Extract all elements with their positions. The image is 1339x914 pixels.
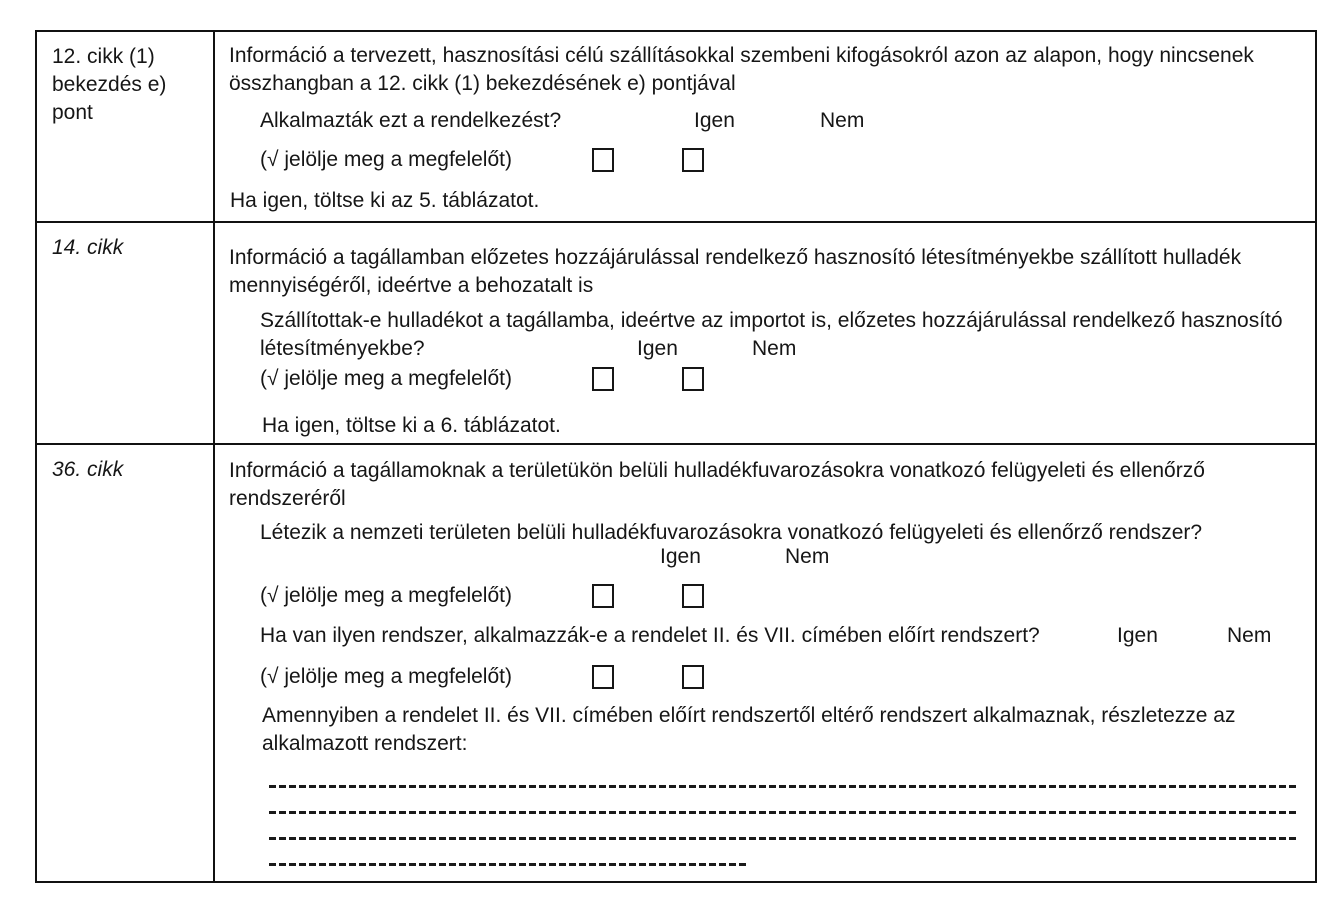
question-text: Alkalmazták ezt a rendelkezést? — [260, 109, 562, 132]
row-content — [215, 223, 1315, 443]
checkbox-line — [260, 663, 780, 691]
no-label: Nem — [785, 545, 830, 568]
yes-label: Igen — [694, 109, 735, 132]
yes-checkbox[interactable] — [592, 148, 614, 172]
row-content — [215, 445, 1315, 881]
no-label: Nem — [1227, 624, 1272, 647]
form-row-article-12-1-e — [37, 32, 1315, 223]
no-checkbox[interactable] — [682, 148, 704, 172]
article-ref: 12. cikk (1) bekezdés e) pont — [37, 32, 215, 221]
checkbox-instruction: (√ jelölje meg a megfelelőt) — [260, 665, 512, 688]
checkbox-instruction: (√ jelölje meg a megfelelőt) — [260, 584, 512, 607]
form-row-article-36 — [37, 445, 1315, 881]
question-text: Ha van ilyen rendszer, alkalmazzák-e a rendelet II. és VII. címében előírt rendszert? — [260, 624, 1040, 647]
no-checkbox[interactable] — [682, 665, 704, 689]
yes-checkbox[interactable] — [592, 367, 614, 391]
question-line — [260, 622, 1315, 650]
checkbox-line — [260, 365, 780, 393]
row-description: Információ a tagállamoknak a területükön belüli hulladékfuvarozásokra vonatkozó felügyeleti és ellenőrző rendszeréről — [229, 459, 1205, 510]
answer-line[interactable] — [269, 785, 1299, 788]
checkbox-instruction: (√ jelölje meg a megfelelőt) — [260, 148, 512, 171]
checkbox-line — [260, 146, 780, 174]
row-description: Információ a tagállamban előzetes hozzájárulással rendelkező hasznosító létesítményekbe szállított hulladék mennyiségéről, ideértve a behozatalt is — [229, 246, 1242, 297]
answer-line[interactable] — [269, 837, 1299, 840]
row-content — [215, 32, 1315, 221]
reporting-form-table — [35, 30, 1317, 883]
no-label: Nem — [820, 109, 865, 132]
yes-label: Igen — [660, 545, 701, 568]
no-label: Nem — [752, 337, 797, 360]
yes-no-line — [260, 543, 1300, 571]
question-text: Szállítottak-e hulladékot a tagállamba, ideértve az importot is, előzetes hozzájárulással rendelkező hasznosító létesítményekbe? — [260, 309, 1283, 360]
question-line — [260, 107, 1300, 135]
row-description: Információ a tervezett, hasznosítási célú szállításokkal szembeni kifogásokról azon az alapon, hogy nincsenek összhangban a 12. cikk (1) bekezdésének e) pontjával — [229, 44, 1254, 95]
form-row-article-14 — [37, 223, 1315, 445]
checkbox-instruction: (√ jelölje meg a megfelelőt) — [260, 367, 512, 390]
no-checkbox[interactable] — [682, 367, 704, 391]
followup-instruction: Ha igen, töltse ki a 6. táblázatot. — [262, 414, 561, 437]
question-line — [260, 307, 1305, 363]
article-ref: 36. cikk — [37, 445, 215, 881]
followup-instruction: Ha igen, töltse ki az 5. táblázatot. — [230, 189, 540, 212]
yes-checkbox[interactable] — [592, 584, 614, 608]
yes-checkbox[interactable] — [592, 665, 614, 689]
answer-line[interactable] — [269, 811, 1299, 814]
checkbox-line — [260, 582, 780, 610]
article-ref: 14. cikk — [37, 223, 215, 443]
yes-label: Igen — [1117, 624, 1158, 647]
question-text: Létezik a nemzeti területen belüli hulladékfuvarozásokra vonatkozó felügyeleti és ellenőrző rendszer? — [260, 521, 1203, 544]
answer-line[interactable] — [269, 863, 747, 866]
yes-label: Igen — [637, 337, 678, 360]
no-checkbox[interactable] — [682, 584, 704, 608]
detail-note: Amennyiben a rendelet II. és VII. címében előírt rendszertől eltérő rendszert alkalmaznak, részletezze az alkalmazott rendszert: — [262, 704, 1236, 755]
